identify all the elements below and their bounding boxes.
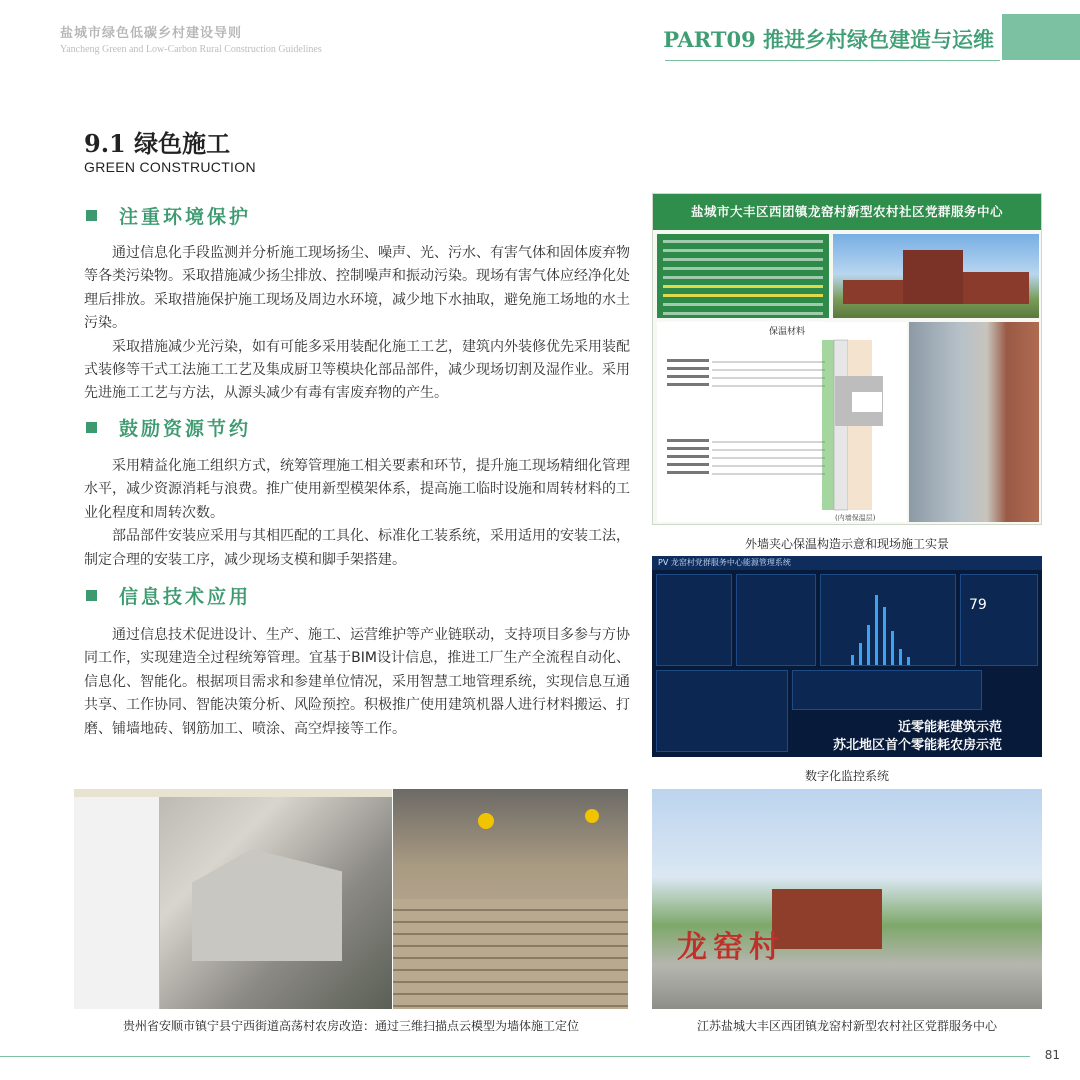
paragraph: 通过信息技术促进设计、生产、施工、运营维护等产业链联动，支持项目多参与方协同工作，实现建造全过程统筹管理。宜基于BIM设计信息，推进工厂生产全流程自动化、信息化、智能化。根据项目需求和参建单位情况，采用智慧工地管理系统，实现信息互通共享、工作协同、智能决策分析、风险预控。积极推广使用建筑机器人进行材料搬运、打磨、铺墙地砖、钢筋加工、喷涂、高空焊接等工作。 <box>84 627 630 737</box>
dashboard-panel <box>792 670 982 710</box>
diagram-label: 保温材料 <box>769 327 806 337</box>
dashboard-panel <box>736 574 816 666</box>
caption-guizhou: 贵州省安顺市镇宁县宁西街道高荡村农房改造：通过三维扫描点云模型为墙体施工定位 <box>122 1019 579 1033</box>
figure-caption-insulation: 外墙夹心保温构造示意和现场施工实景 <box>744 537 949 551</box>
paragraph: 部品部件安装应采用与其相匹配的工具化、标准化工装系统，采用适用的安装工法，制定合理的安装工序，减少现场支模和脚手架搭建。 <box>84 528 630 568</box>
footer-divider <box>0 1056 1030 1057</box>
board-description-text <box>657 234 829 318</box>
subheading-resources <box>86 414 251 441</box>
construction-site-photo <box>909 322 1039 522</box>
section-title: 9.1 绿色施工 <box>84 129 231 158</box>
paragraph: 采用精益化施工组织方式，统筹管理施工相关要素和环节，提升施工现场精细化管理水平，减少资源消耗与浪费。推广使用新型模架体系，提高施工临时设施和周转材料的工业化程度和周转次数。 <box>84 458 630 521</box>
bullet-square-icon <box>86 590 97 601</box>
building-photo <box>833 234 1039 318</box>
paragraph: 通过信息化手段监测并分析施工现场扬尘、噪声、光、污水、有害气体和固体废弃物等各类污染物。采取措施减少扬尘排放、控制噪声和振动污染。现场有害气体应经净化处理后排放。采取措施保护施工现场及周边水环境，减少地下水抽取，避免施工场地的水土污染。 <box>84 245 630 332</box>
dashboard-panel <box>960 574 1038 666</box>
project-board-image <box>652 193 1042 525</box>
doc-title-cn: 盐城市绿色低碳乡村建设导则 <box>60 26 243 41</box>
dashboard-panel <box>656 574 732 666</box>
wall-section-drawing <box>657 322 907 522</box>
dashboard-panel <box>656 670 788 752</box>
stone-wall-construction-photo <box>393 789 628 1009</box>
paragraph-block-information <box>84 624 630 741</box>
dashboard-title: PV 龙窑村党群服务中心能源管理系统 <box>658 558 791 567</box>
doc-title-en: Yancheng Green and Low-Carbon Rural Construction Guidelines <box>60 44 322 55</box>
dashboard-chart-panel <box>820 574 956 666</box>
subheading-environment <box>86 202 251 229</box>
monitoring-dashboard-image <box>652 556 1042 757</box>
diagram-bottom-label: (内墙保温层) <box>835 514 876 522</box>
point-cloud-scan-image <box>74 789 392 1009</box>
subheading-text: 鼓励资源节约 <box>119 418 252 440</box>
service-center-photo <box>652 789 1042 1009</box>
dashboard-title-bar <box>652 556 1042 570</box>
figure-caption-dashboard: 数字化监控系统 <box>804 769 889 783</box>
dashboard-value: 79 <box>969 597 987 613</box>
wall-section-diagram <box>657 322 907 522</box>
bullet-square-icon <box>86 210 97 221</box>
paragraph: 采取措施减少光污染，如有可能多采用装配化施工工艺，建筑内外装修优先采用装配式装修等干式工法施工工艺及集成厨卫等模块化部品部件，减少现场切割及湿作业。采用先进施工工艺与方法，从源头减少有毒有害废弃物的产生。 <box>84 338 630 402</box>
subheading-information <box>86 582 251 609</box>
header-divider <box>665 60 1000 61</box>
bullet-square-icon <box>86 422 97 433</box>
header-accent-block <box>1002 14 1080 60</box>
paragraph-block-environment <box>84 242 630 406</box>
section-english-title: GREEN CONSTRUCTION <box>84 159 256 175</box>
dashboard-caption-line2: 苏北地区首个零能耗农房示范 <box>832 738 1002 753</box>
subheading-text: 信息技术应用 <box>119 586 252 608</box>
caption-yancheng: 江苏盐城大丰区西团镇龙窑村新型农村社区党群服务中心 <box>696 1019 997 1033</box>
part-label: PART09 推进乡村绿色建造与运维 <box>663 27 994 52</box>
board-title: 盐城市大丰区西团镇龙窑村新型农村社区党群服务中心 <box>653 194 1041 230</box>
village-sign-text: 龙窑村 <box>677 930 785 965</box>
dashboard-caption-line1: 近零能耗建筑示范 <box>897 720 1002 735</box>
subheading-text: 注重环境保护 <box>119 206 252 228</box>
doc-header <box>60 22 322 55</box>
paragraph-block-resources <box>84 455 630 572</box>
page-number: 81 <box>1044 1048 1060 1062</box>
